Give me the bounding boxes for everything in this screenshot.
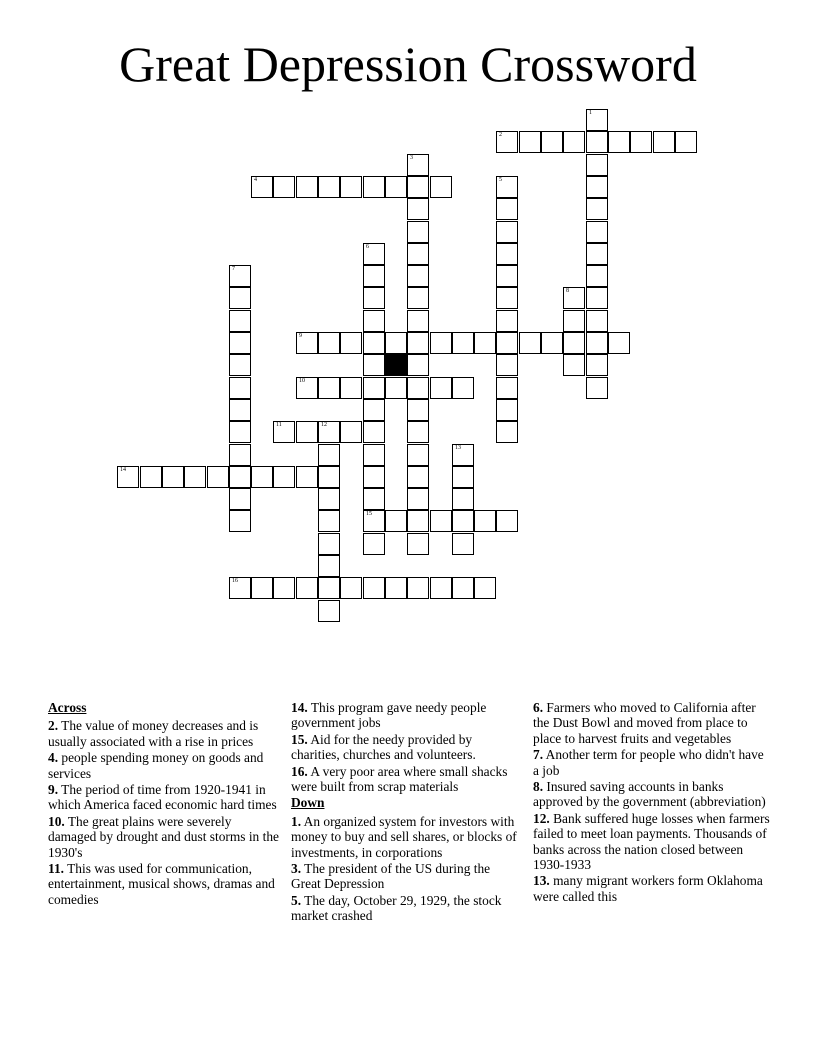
cell-number: 10 <box>299 378 305 384</box>
across-heading: Across <box>48 700 87 715</box>
grid-cell[interactable] <box>474 510 496 532</box>
clue-across-4: 4. people spending money on goods and services <box>48 750 264 781</box>
grid-cell[interactable] <box>496 377 518 399</box>
cell-number: 12 <box>321 422 327 428</box>
grid-cell[interactable] <box>430 176 452 198</box>
grid-cell[interactable] <box>251 176 273 198</box>
grid-cell[interactable] <box>563 131 585 153</box>
clue-across-14: 14. This program gave needy people government jobs <box>291 700 487 731</box>
grid-cell[interactable] <box>296 577 318 599</box>
grid-cell[interactable] <box>452 377 474 399</box>
grid-cell[interactable] <box>541 332 563 354</box>
grid-cell[interactable] <box>296 332 318 354</box>
grid-cell[interactable] <box>318 555 340 577</box>
grid-cell[interactable] <box>363 466 385 488</box>
grid-cell[interactable] <box>430 377 452 399</box>
grid-cell[interactable] <box>586 310 608 332</box>
grid-cell[interactable] <box>229 377 251 399</box>
grid-cell[interactable] <box>318 533 340 555</box>
grid-cell[interactable] <box>340 421 362 443</box>
grid-cell[interactable] <box>296 176 318 198</box>
grid-cell[interactable] <box>273 466 295 488</box>
grid-cell[interactable] <box>229 421 251 443</box>
grid-cell[interactable] <box>586 221 608 243</box>
page-title: Great Depression Crossword <box>119 36 697 92</box>
grid-cell[interactable] <box>586 265 608 287</box>
grid-cell[interactable] <box>385 176 407 198</box>
clue-across-15: 15. Aid for the needy provided by charities, churches and volunteers. <box>291 731 476 763</box>
grid-cell[interactable] <box>229 577 251 599</box>
grid-cell[interactable] <box>407 287 429 309</box>
clues-column-3 <box>533 700 771 905</box>
grid-cell[interactable] <box>653 131 675 153</box>
cell-number: 11 <box>276 422 282 428</box>
grid-cell[interactable] <box>519 131 541 153</box>
grid-cell[interactable] <box>340 332 362 354</box>
grid-cell[interactable] <box>251 466 273 488</box>
grid-cell[interactable] <box>340 377 362 399</box>
cell-number: 2 <box>499 132 502 138</box>
grid-cell[interactable] <box>496 198 518 220</box>
grid-cell[interactable] <box>407 488 429 510</box>
grid-cell[interactable] <box>586 198 608 220</box>
grid-cell[interactable] <box>519 332 541 354</box>
grid-cell[interactable] <box>363 488 385 510</box>
grid-cell[interactable] <box>586 332 608 354</box>
grid-cell[interactable] <box>296 377 318 399</box>
clues-column-1 <box>48 700 280 908</box>
grid-cell[interactable] <box>385 332 407 354</box>
grid-cell[interactable] <box>407 243 429 265</box>
clue-down-5: 5. The day, October 29, 1929, the stock market crashed <box>291 892 502 924</box>
grid-cell[interactable] <box>318 332 340 354</box>
grid-cell[interactable] <box>318 176 340 198</box>
cell-number: 5 <box>499 177 502 183</box>
grid-cell[interactable] <box>407 354 429 376</box>
grid-cell[interactable] <box>586 109 608 131</box>
grid-cell[interactable] <box>496 265 518 287</box>
grid-cell[interactable] <box>407 176 429 198</box>
grid-cell[interactable] <box>296 421 318 443</box>
grid-cell[interactable] <box>140 466 162 488</box>
grid-cell[interactable] <box>407 154 429 176</box>
grid-cell[interactable] <box>340 577 362 599</box>
grid-cell[interactable] <box>407 466 429 488</box>
grid-cell[interactable] <box>586 131 608 153</box>
cell-number: 8 <box>566 288 569 294</box>
grid-cell[interactable] <box>430 332 452 354</box>
grid-cell[interactable] <box>452 466 474 488</box>
cell-number: 7 <box>232 266 235 272</box>
grid-cell[interactable] <box>363 287 385 309</box>
grid-cell[interactable] <box>563 354 585 376</box>
grid-cell[interactable] <box>296 466 318 488</box>
grid-cell[interactable] <box>452 332 474 354</box>
grid-cell[interactable] <box>385 377 407 399</box>
grid-cell[interactable] <box>229 444 251 466</box>
grid-cell[interactable] <box>452 444 474 466</box>
grid-cell[interactable] <box>251 577 273 599</box>
grid-cell[interactable] <box>318 444 340 466</box>
grid-cell[interactable] <box>229 466 251 488</box>
grid-cell[interactable] <box>630 131 652 153</box>
grid-cell[interactable] <box>229 510 251 532</box>
grid-cell[interactable] <box>407 533 429 555</box>
grid-cell[interactable] <box>430 577 452 599</box>
grid-cell[interactable] <box>117 466 139 488</box>
grid-cell[interactable] <box>586 243 608 265</box>
grid-cell[interactable] <box>229 399 251 421</box>
cell-number: 3 <box>410 155 413 161</box>
grid-cell[interactable] <box>586 354 608 376</box>
clue-across-16: 16. A very poor area where small shacks were built from scrap materials <box>291 763 508 795</box>
grid-cell[interactable] <box>363 444 385 466</box>
clue-down-8: 8. Insured saving accounts in banks approved by the government (abbreviation) <box>533 779 766 810</box>
grid-cell[interactable] <box>318 510 340 532</box>
grid-cell[interactable] <box>496 176 518 198</box>
cell-number: 15 <box>366 511 372 517</box>
grid-cell[interactable] <box>229 287 251 309</box>
grid-cell[interactable] <box>541 131 563 153</box>
grid-cell[interactable] <box>363 577 385 599</box>
grid-cell[interactable] <box>229 265 251 287</box>
grid-cell[interactable] <box>496 399 518 421</box>
grid-cell[interactable] <box>675 131 697 153</box>
grid-cell[interactable] <box>496 131 518 153</box>
grid-cell[interactable] <box>407 421 429 443</box>
grid-black-cell <box>385 354 407 376</box>
grid-cell[interactable] <box>318 377 340 399</box>
grid-cell[interactable] <box>563 332 585 354</box>
grid-cell[interactable] <box>363 265 385 287</box>
grid-cell[interactable] <box>452 533 474 555</box>
grid-cell[interactable] <box>229 310 251 332</box>
clue-down-6: 6. Farmers who moved to California after the Dust Bowl and moved from place to place to harvest fruits and vegetables <box>533 700 756 746</box>
grid-cell[interactable] <box>586 176 608 198</box>
down-heading: Down <box>291 795 325 811</box>
clue-across-2: 2. The value of money decreases and is usually associated with a rise in prices <box>48 718 259 749</box>
grid-cell[interactable] <box>363 310 385 332</box>
grid-cell[interactable] <box>363 243 385 265</box>
grid-cell[interactable] <box>496 243 518 265</box>
clue-across-11: 11. This was used for communication, entertainment, musical shows, dramas and comedies <box>48 861 275 907</box>
grid-cell[interactable] <box>496 421 518 443</box>
cell-number: 16 <box>232 578 238 584</box>
cell-number: 1 <box>589 110 592 116</box>
clues-column-2 <box>291 700 523 925</box>
grid-cell[interactable] <box>496 332 518 354</box>
grid-cell[interactable] <box>273 421 295 443</box>
grid-cell[interactable] <box>407 444 429 466</box>
grid-cell[interactable] <box>496 287 518 309</box>
grid-cell[interactable] <box>407 265 429 287</box>
grid-cell[interactable] <box>207 466 229 488</box>
grid-cell[interactable] <box>363 421 385 443</box>
cell-number: 4 <box>254 177 257 183</box>
grid-cell[interactable] <box>496 510 518 532</box>
grid-cell[interactable] <box>385 577 407 599</box>
grid-cell[interactable] <box>474 332 496 354</box>
grid-cell[interactable] <box>318 466 340 488</box>
clue-down-1: 1. An organized system for investors with money to buy and sell shares, or blocks of investments, in corporations <box>291 813 517 860</box>
grid-cell[interactable] <box>407 510 429 532</box>
cell-number: 9 <box>299 333 302 339</box>
grid-cell[interactable] <box>586 377 608 399</box>
grid-cell[interactable] <box>407 377 429 399</box>
grid-cell[interactable] <box>363 332 385 354</box>
grid-cell[interactable] <box>229 488 251 510</box>
grid-cell[interactable] <box>318 421 340 443</box>
grid-cell[interactable] <box>363 377 385 399</box>
grid-cell[interactable] <box>586 287 608 309</box>
grid-cell[interactable] <box>273 176 295 198</box>
clue-down-12: 12. Bank suffered huge losses when farmers failed to meet loan payments. Thousands of banks across the nation closed between 1930-1933 <box>533 810 770 873</box>
grid-cell[interactable] <box>586 154 608 176</box>
grid-cell[interactable] <box>273 577 295 599</box>
grid-cell[interactable] <box>363 533 385 555</box>
grid-cell[interactable] <box>318 577 340 599</box>
grid-cell[interactable] <box>407 310 429 332</box>
grid-cell[interactable] <box>363 510 385 532</box>
cell-number: 6 <box>366 244 369 250</box>
cell-number: 14 <box>120 467 126 473</box>
grid-cell[interactable] <box>363 176 385 198</box>
grid-cell[interactable] <box>229 332 251 354</box>
grid-cell[interactable] <box>184 466 206 488</box>
grid-cell[interactable] <box>363 399 385 421</box>
clue-down-3: 3. The president of the US during the Great Depression <box>291 861 491 892</box>
grid-cell[interactable] <box>496 221 518 243</box>
grid-cell[interactable] <box>318 600 340 622</box>
grid-cell[interactable] <box>452 488 474 510</box>
clue-across-9: 9. The period of time from 1920-1941 in which America faced economic hard times <box>48 782 277 813</box>
grid-cell[interactable] <box>563 310 585 332</box>
grid-cell[interactable] <box>407 332 429 354</box>
grid-cell[interactable] <box>452 577 474 599</box>
cell-number: 13 <box>455 445 461 451</box>
grid-cell[interactable] <box>608 332 630 354</box>
grid-cell[interactable] <box>363 354 385 376</box>
grid-cell[interactable] <box>385 510 407 532</box>
grid-cell[interactable] <box>608 131 630 153</box>
grid-cell[interactable] <box>229 354 251 376</box>
grid-cell[interactable] <box>318 488 340 510</box>
grid-cell[interactable] <box>162 466 184 488</box>
grid-cell[interactable] <box>496 310 518 332</box>
grid-cell[interactable] <box>407 399 429 421</box>
grid-cell[interactable] <box>407 221 429 243</box>
clue-across-10: 10. The great plains were severely damaged by drought and dust storms in the 1930's <box>48 813 279 860</box>
clue-down-13: 13. many migrant workers form Oklahoma were called this <box>533 873 763 904</box>
grid-cell[interactable] <box>407 577 429 599</box>
grid-cell[interactable] <box>407 198 429 220</box>
clue-down-7: 7. Another term for people who didn't have a job <box>533 747 764 778</box>
grid-cell[interactable] <box>496 354 518 376</box>
grid-cell[interactable] <box>452 510 474 532</box>
grid-cell[interactable] <box>340 176 362 198</box>
grid-cell[interactable] <box>474 577 496 599</box>
grid-cell[interactable] <box>430 510 452 532</box>
grid-cell[interactable] <box>563 287 585 309</box>
